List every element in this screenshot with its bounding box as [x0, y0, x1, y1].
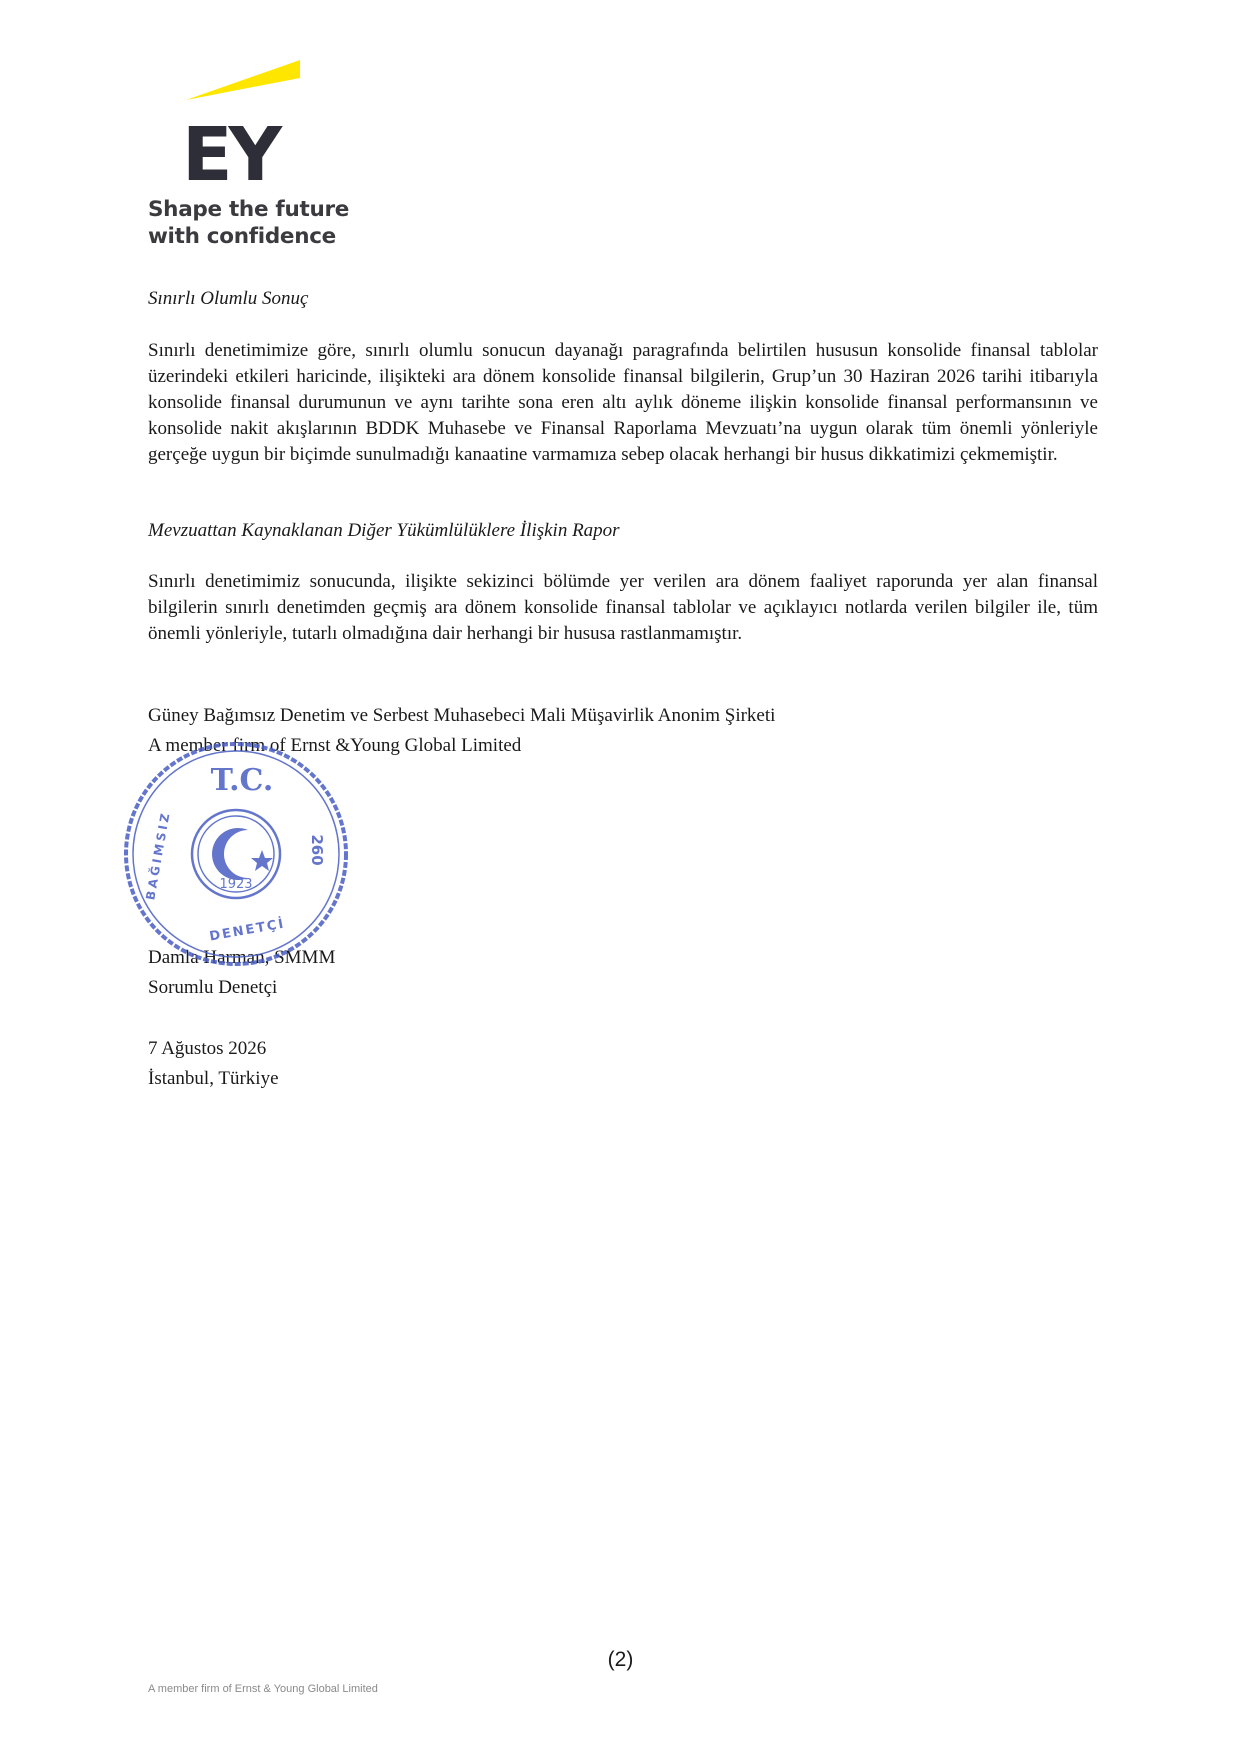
report-place: İstanbul, Türkiye [148, 1068, 279, 1089]
firm-member-line: A member firm of Ernst &Young Global Limited [148, 735, 522, 756]
auditor-stamp [120, 738, 352, 970]
signer-title: Sorumlu Denetçi [148, 977, 278, 998]
footer-note: A member firm of Ernst & Young Global Limited [148, 1683, 378, 1695]
firm-name: Güney Bağımsız Denetim ve Serbest Muhasebeci Mali Müşavirlik Anonim Şirketi [148, 705, 776, 726]
stamp-year: 1923 [219, 877, 253, 892]
paragraph-limited-conclusion: Sınırlı denetimimize göre, sınırlı olumlu sonucun dayanağı paragrafında belirtilen hususun konsolide finansal tablolar üzerindeki etkileri haricinde, ilişikteki ara dönem konsolide finansal bilgilerin, Grup’un 30 Haziran 2026 tarihi itibarıyla konsolide finansal durumunun ve aynı tarihte sona eren altı aylık döneme ilişkin konsolide finansal performansının ve konsolide nakit akışlarının BDDK Muhasebe ve Finansal Raporlama Mevzuatı’na uygun olarak tüm önemli yönleriyle gerçeğe uygun bir biçimde sunulmadığı kanaatine varmamıza sebep olacak herhangi bir husus dikkatimizi çekmemiştir. [148, 340, 1098, 465]
signer-name: Damla Harman, SMMM [148, 947, 336, 968]
paragraph-regulatory-report: Sınırlı denetimimiz sonucunda, ilişikte sekizinci bölümde yer verilen ara dönem faaliyet raporunda yer alan finansal bilgilerin sınırlı denetimden geçmiş ara dönem konsolide finansal tablolar ve açıklayıcı notlarda verilen bilgiler ile, tüm önemli yönleriyle, tutarlı olmadığına dair herhangi bir hususa rastlanmamıştır. [148, 571, 1098, 644]
stamp-left-text: BAĞIMSIZ [143, 809, 173, 902]
stamp-right-text: 260 [308, 834, 326, 866]
section-heading-regulatory-report: Mevzuattan Kaynaklanan Diğer Yükümlülüklere İlişkin Rapor [148, 520, 620, 541]
stamp-top-text: T.C. [210, 763, 274, 798]
ey-tagline [148, 196, 368, 250]
ey-logo-mark [146, 58, 336, 188]
page-number: (2) [607, 1648, 634, 1671]
stamp-seal-graphic [120, 738, 352, 970]
section-heading-limited-conclusion: Sınırlı Olumlu Sonuç [148, 288, 309, 309]
ey-logo-beam [186, 60, 300, 100]
ey-logo-letters: EY [182, 112, 279, 188]
stamp-bottom-text: DENETÇİ [208, 916, 287, 945]
ey-tagline-line-1: Shape the future [148, 197, 350, 222]
ey-tagline-line-2: with confidence [148, 224, 336, 249]
report-date: 7 Ağustos 2026 [148, 1038, 267, 1059]
